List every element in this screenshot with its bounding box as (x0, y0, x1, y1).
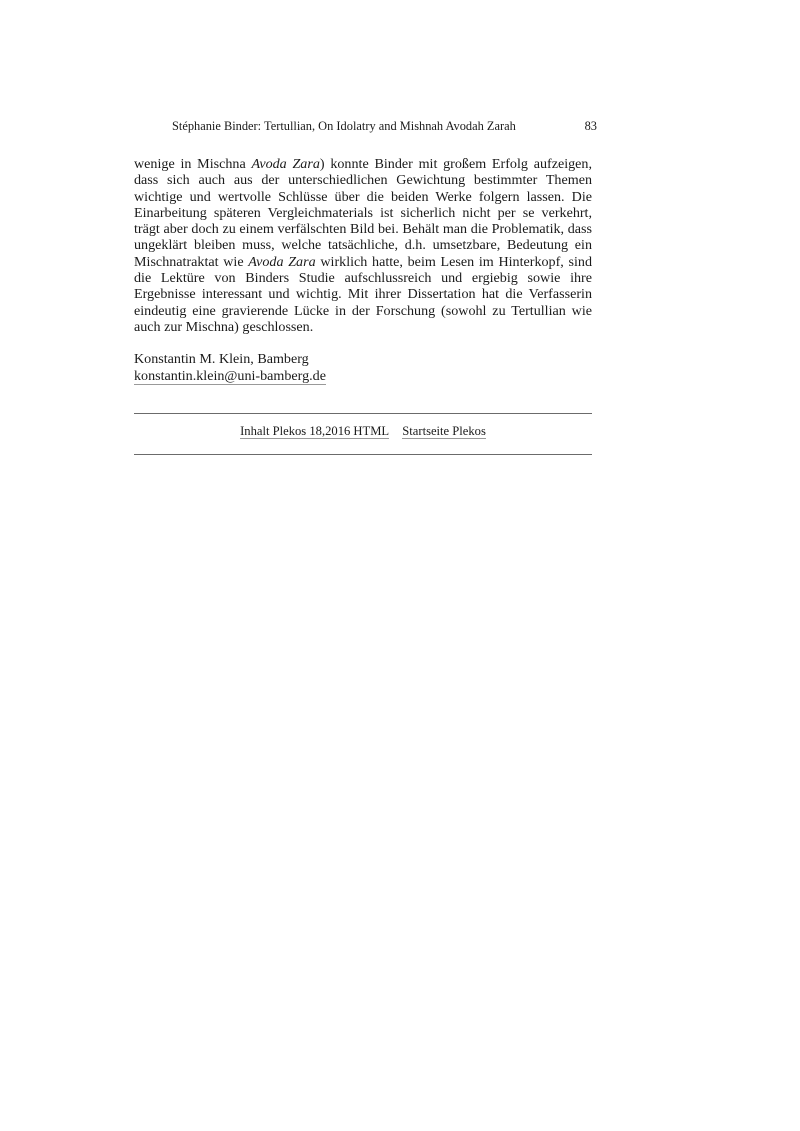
text-segment: wenige in Mischna (134, 156, 252, 172)
running-header (134, 119, 597, 134)
author-email-link[interactable]: konstantin.klein@uni-bamberg.de (134, 368, 326, 384)
divider-bottom (134, 454, 592, 455)
signature-block (134, 351, 326, 385)
review-paragraph (134, 156, 592, 335)
italic-title: Avoda Zara (251, 156, 320, 172)
footer-navigation (134, 424, 592, 439)
divider-top (134, 413, 592, 414)
text-segment: wirklich hatte, beim Lesen im Hinterkopf, sind die Lektüre von Binders Studie aufschlussreich und ergiebig sowie ihre Ergebnisse interessant und wichtig. Mit ihrer Dissertation hat die Verfasserin eindeutig eine gravierende Lücke in der Forschung (sowohl zu Tertullian wie auch zur Mischna) geschlossen. (134, 253, 593, 335)
paragraph (134, 156, 592, 335)
contents-link[interactable]: Inhalt Plekos 18,2016 HTML (240, 424, 390, 438)
author-name: Konstantin M. Klein, Bamberg (134, 351, 309, 367)
text-segment: ) konnte Binder mit großem Erfolg aufzeigen, dass sich auch aus der unterschiedlichen Gewichtung bestimmter Themen wichtige und wertvolle Schlüsse über die beiden Werke folgern lassen. Die Einarbeitung späteren Vergleichmaterials ist sicherlich nicht per se verkehrt, trägt aber doch zu einem verfälschten Bild bei. Behält man die Problematik, dass ungeklärt bleiben muss, welche tatsächliche, d.h. umsetzbare, Bedeutung ein Mischnatraktat wie (134, 156, 592, 270)
homepage-link[interactable]: Startseite Plekos (402, 424, 486, 438)
italic-title: Avoda Zara (248, 253, 316, 270)
running-title: Stéphanie Binder: Tertullian, On Idolatry and Mishnah Avodah Zarah (172, 119, 516, 133)
page-number: 83 (584, 119, 597, 133)
